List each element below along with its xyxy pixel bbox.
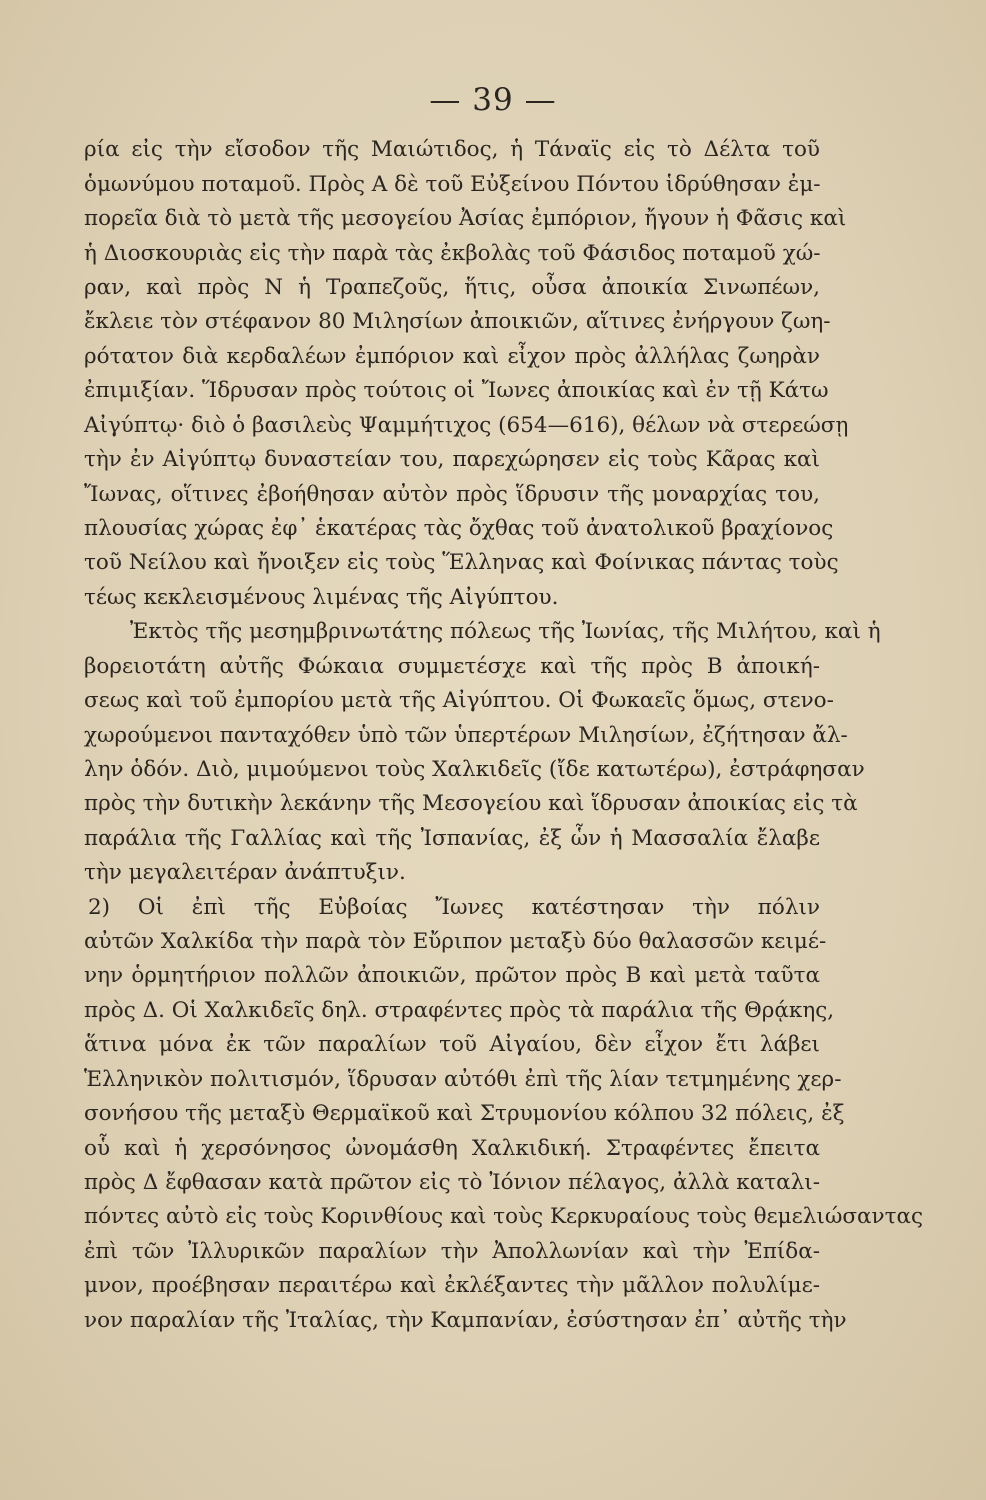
text-line: πλουσίας χώρας ἐφ᾽ ἑκατέρας τὰς ὄχθας τοῦ ἀνατολικοῦ βραχίονος: [84, 516, 834, 541]
text-line: ρότατον διὰ κερδαλέων ἐμπόριον καὶ εἶχον πρὸς ἀλλήλας ζωηρὰν: [84, 344, 820, 369]
text-line: τὴν μεγαλειτέραν ἀνάπτυξιν.: [84, 860, 406, 885]
text-line: λην ὁδόν. Διὸ, μιμούμενοι τοὺς Χαλκιδεῖς (ἴδε κατωτέρω), ἐστράφησαν: [84, 757, 865, 782]
text-line: οὗ καὶ ἡ χερσόνησος ὠνομάσθη Χαλκιδική. Στραφέντες ἔπειτα: [84, 1136, 820, 1161]
text-line: τὴν ἐν Αἰγύπτῳ δυναστείαν του, παρεχώρησεν εἰς τοὺς Κᾶρας καὶ: [84, 447, 820, 472]
page-number: — 39 —: [429, 82, 557, 118]
text-line: νην ὁρμητήριον πολλῶν ἀποικιῶν, πρῶτον πρὸς Β καὶ μετὰ ταῦτα: [84, 963, 820, 988]
text-line: ἐπὶ τῶν Ἰλλυρικῶν παραλίων τὴν Ἀπολλωνίαν καὶ τὴν Ἐπίδα-: [84, 1239, 820, 1264]
text-line: αὐτῶν Χαλκίδα τὴν παρὰ τὸν Εὔριπον μεταξὺ δύο θαλασσῶν κειμέ-: [84, 929, 827, 954]
text-line: ἐπιμιξίαν. Ἵδρυσαν πρὸς τούτοις οἱ Ἴωνες ἀποικίας καὶ ἐν τῇ Κάτω: [84, 378, 829, 403]
text-line: μνον, προέβησαν περαιτέρω καὶ ἐκλέξαντες τὴν μᾶλλον πολυλίμε-: [84, 1273, 820, 1298]
text-line: ἡ Διοσκουριὰς εἰς τὴν παρὰ τὰς ἐκβολὰς τοῦ Φάσιδος ποταμοῦ χώ-: [84, 241, 821, 266]
text-line: πρὸς Δ. Οἱ Χαλκιδεῖς δηλ. στραφέντες πρὸς τὰ παράλια τῆς Θρᾴκης,: [84, 998, 835, 1023]
text-line: πρὸς Δ ἔφθασαν κατὰ πρῶτον εἰς τὸ Ἰόνιον πέλαγος, ἀλλὰ καταλι-: [84, 1170, 820, 1195]
text-line: Αἰγύπτῳ· διὸ ὁ βασιλεὺς Ψαμμήτιχος (654—616), θέλων νὰ στερεώσῃ: [84, 413, 849, 438]
text-line: βορειοτάτη αὐτῆς Φώκαια συμμετέσχε καὶ τῆς πρὸς Β ἀποική-: [84, 654, 820, 679]
text-line: τέως κεκλεισμένους λιμένας τῆς Αἰγύπτου.: [84, 585, 559, 610]
text-line: πόντες αὐτὸ εἰς τοὺς Κορινθίους καὶ τοὺς Κερκυραίους τοὺς θεμελιώσαντας: [84, 1204, 924, 1229]
text-line: παράλια τῆς Γαλλίας καὶ τῆς Ἰσπανίας, ἐξ ὧν ἡ Μασσαλία ἔλαβε: [84, 826, 820, 851]
text-line: Ἴωνας, οἵτινες ἐβοήθησαν αὐτὸν πρὸς ἵδρυσιν τῆς μοναρχίας του,: [84, 482, 820, 507]
text-line: χωρούμενοι πανταχόθεν ὑπὸ τῶν ὑπερτέρων Μιλησίων, ἐζήτησαν ἄλ-: [84, 723, 848, 748]
text-line: ἔκλειε τὸν στέφανον 80 Μιλησίων ἀποικιῶν, αἵτινες ἐνήργουν ζωη-: [84, 309, 831, 334]
text-line: σονήσου τῆς μεταξὺ Θερμαϊκοῦ καὶ Στρυμονίου κόλπου 32 πόλεις, ἐξ: [84, 1101, 845, 1126]
text-line: πορεῖα διὰ τὸ μετὰ τῆς μεσογείου Ἀσίας ἐμπόριον, ἤγουν ἡ Φᾶσις καὶ: [84, 206, 847, 231]
text-line: Ἐκτὸς τῆς μεσημβρινωτάτης πόλεως τῆς Ἰωνίας, τῆς Μιλήτου, καὶ ἡ: [130, 619, 881, 644]
text-line: ρία εἰς τὴν εἴσοδον τῆς Μαιώτιδος, ἡ Τάναϊς εἰς τὸ Δέλτα τοῦ: [84, 137, 820, 162]
text-line: 2) Οἱ ἐπὶ τῆς Εὐβοίας Ἴωνες κατέστησαν τὴν πόλιν: [88, 895, 820, 920]
text-line: τοῦ Νείλου καὶ ἤνοιξεν εἰς τοὺς Ἕλληνας καὶ Φοίνικας πάντας τοὺς: [84, 550, 839, 575]
text-line: σεως καὶ τοῦ ἐμπορίου μετὰ τῆς Αἰγύπτου. Οἱ Φωκαεῖς ὅμως, στενο-: [84, 688, 834, 713]
text-line: πρὸς τὴν δυτικὴν λεκάνην τῆς Μεσογείου καὶ ἵδρυσαν ἀποικίας εἰς τὰ: [84, 791, 858, 816]
text-line: ραν, καὶ πρὸς Ν ἡ Τραπεζοῦς, ἥτις, οὖσα ἀποικία Σινωπέων,: [84, 275, 820, 300]
text-line: νον παραλίαν τῆς Ἰταλίας, τὴν Καμπανίαν, ἐσύστησαν ἐπ᾽ αὐτῆς τὴν: [84, 1308, 847, 1333]
text-line: ἅτινα μόνα ἐκ τῶν παραλίων τοῦ Αἰγαίου, δὲν εἶχον ἔτι λάβει: [84, 1032, 820, 1057]
text-line: ὁμωνύμου ποταμοῦ. Πρὸς Α δὲ τοῦ Εὐξείνου Πόντου ἱδρύθησαν ἐμ-: [84, 172, 821, 197]
text-line: Ἑλληνικὸν πολιτισμόν, ἵδρυσαν αὐτόθι ἐπὶ τῆς λίαν τετμημένης χερ-: [84, 1067, 842, 1092]
